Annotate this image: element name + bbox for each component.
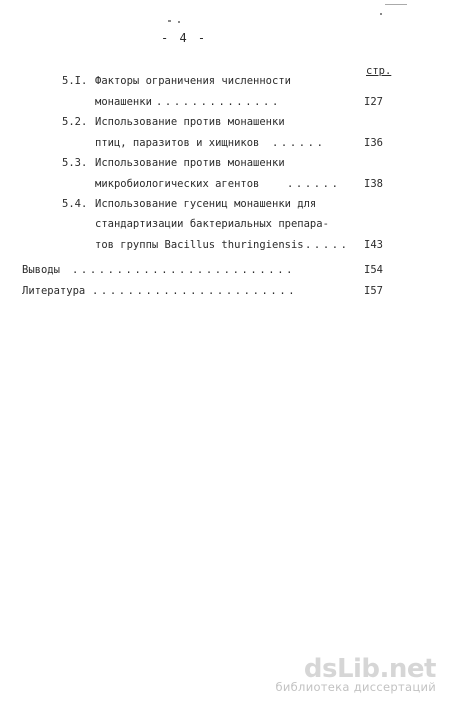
toc-entry-number: 5.2. bbox=[62, 116, 88, 128]
summary-entry-page: I54 bbox=[364, 264, 383, 276]
toc-entry-page: I38 bbox=[364, 178, 383, 190]
summary-entry-page: I57 bbox=[364, 285, 383, 297]
leader-dots: ......................... bbox=[72, 264, 296, 276]
summary-entry-label: Литература bbox=[22, 285, 86, 297]
toc-entry-number: 5.3. bbox=[62, 157, 88, 169]
toc-entry-line: монашенки bbox=[95, 96, 152, 108]
toc-entry-page: I27 bbox=[364, 96, 383, 108]
toc-entry-line: Использование против монашенки bbox=[95, 116, 285, 128]
toc-entry-line: микробиологических агентов bbox=[95, 178, 260, 190]
toc-entry-line: Использование против монашенки bbox=[95, 157, 285, 169]
toc-entry-line: стандартизации бактериальных препара- bbox=[95, 218, 329, 230]
scan-speck bbox=[168, 20, 171, 22]
toc-entry-line: птиц, паразитов и хищников bbox=[95, 137, 260, 149]
toc-entry-number: 5.I. bbox=[62, 75, 88, 87]
toc-entry-line: Использование гусениц монашенки для bbox=[95, 198, 317, 210]
toc-entry-page: I36 bbox=[364, 137, 383, 149]
leader-dots: ..... bbox=[305, 239, 350, 251]
leader-dots: ....................... bbox=[92, 285, 298, 297]
scan-speck bbox=[380, 13, 382, 15]
page-number: - 4 - bbox=[161, 31, 208, 45]
toc-entry-page: I43 bbox=[364, 239, 383, 251]
summary-entry-label: Выводы bbox=[22, 264, 60, 276]
watermark-caption: библиотека диссертаций bbox=[275, 680, 436, 694]
toc-entry-line: Факторы ограничения численности bbox=[95, 75, 291, 87]
watermark-logo: dsLib.net bbox=[303, 654, 436, 684]
page-column-header: стр. bbox=[366, 65, 392, 77]
scan-speck bbox=[178, 21, 180, 23]
toc-entry-number: 5.4. bbox=[62, 198, 88, 210]
toc-entry-line: тов группы Bacillus thuringiensis bbox=[95, 239, 304, 251]
scan-speck bbox=[385, 4, 407, 5]
leader-dots: .............. bbox=[156, 96, 281, 108]
leader-dots: ...... bbox=[287, 178, 341, 190]
leader-dots: ...... bbox=[272, 137, 326, 149]
